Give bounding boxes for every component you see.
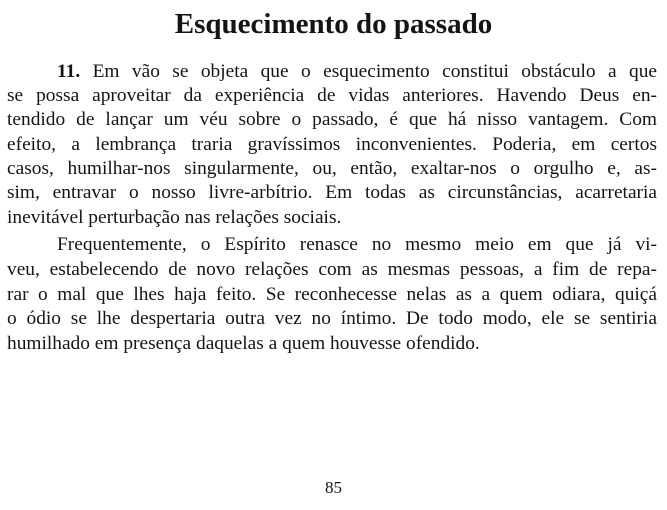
paragraph-2-line-1: Frequentemente, o Espírito renasce no mesmo meio em que já vi- (57, 234, 657, 255)
paragraph-2-line-3: rar o mal que lhes haja feito. Se reconhecesse nelas as a quem odiara, quiçá (7, 284, 657, 305)
paragraph-1-line-4: efeito, a lembrança traria gravíssimos inconvenientes. Poderia, em certos (7, 134, 657, 155)
paragraph-1-line-2: se possa aproveitar da experiência de vidas anteriores. Havendo Deus en- (7, 85, 657, 106)
paragraph-2-line-2: veu, estabelecendo de novo relações com as mesmas pessoas, a fim de repa- (7, 259, 657, 280)
paragraph-1-line-6: sim, entravar o nosso livre-arbítrio. Em todas as circunstâncias, acarretaria (7, 182, 657, 203)
paragraph-2-line-4: o ódio se lhe despertaria outra vez no íntimo. De todo modo, ele se sentiria (7, 308, 657, 329)
paragraph-1-line-1 (57, 60, 657, 84)
page-number: 85 (325, 478, 342, 497)
paragraph-2-line-5: humilhado em presença daquelas a quem houvesse ofendido. (7, 333, 480, 354)
paragraph-1-line-7: inevitável perturbação nas relações sociais. (7, 207, 342, 228)
chapter-title: Esquecimento do passado (174, 8, 493, 40)
paragraph-number: 11. (57, 61, 81, 82)
paragraph-1-line-5: casos, humilhar-nos singularmente, ou, então, exaltar-nos o orgulho e, as- (7, 158, 657, 179)
paragraph-1-line-1-text: Em vão se objeta que o esquecimento constitui obstáculo a que (80, 61, 657, 82)
paragraph-1-line-3: tendido de lançar um véu sobre o passado, é que há nisso vantagem. Com (7, 109, 657, 130)
